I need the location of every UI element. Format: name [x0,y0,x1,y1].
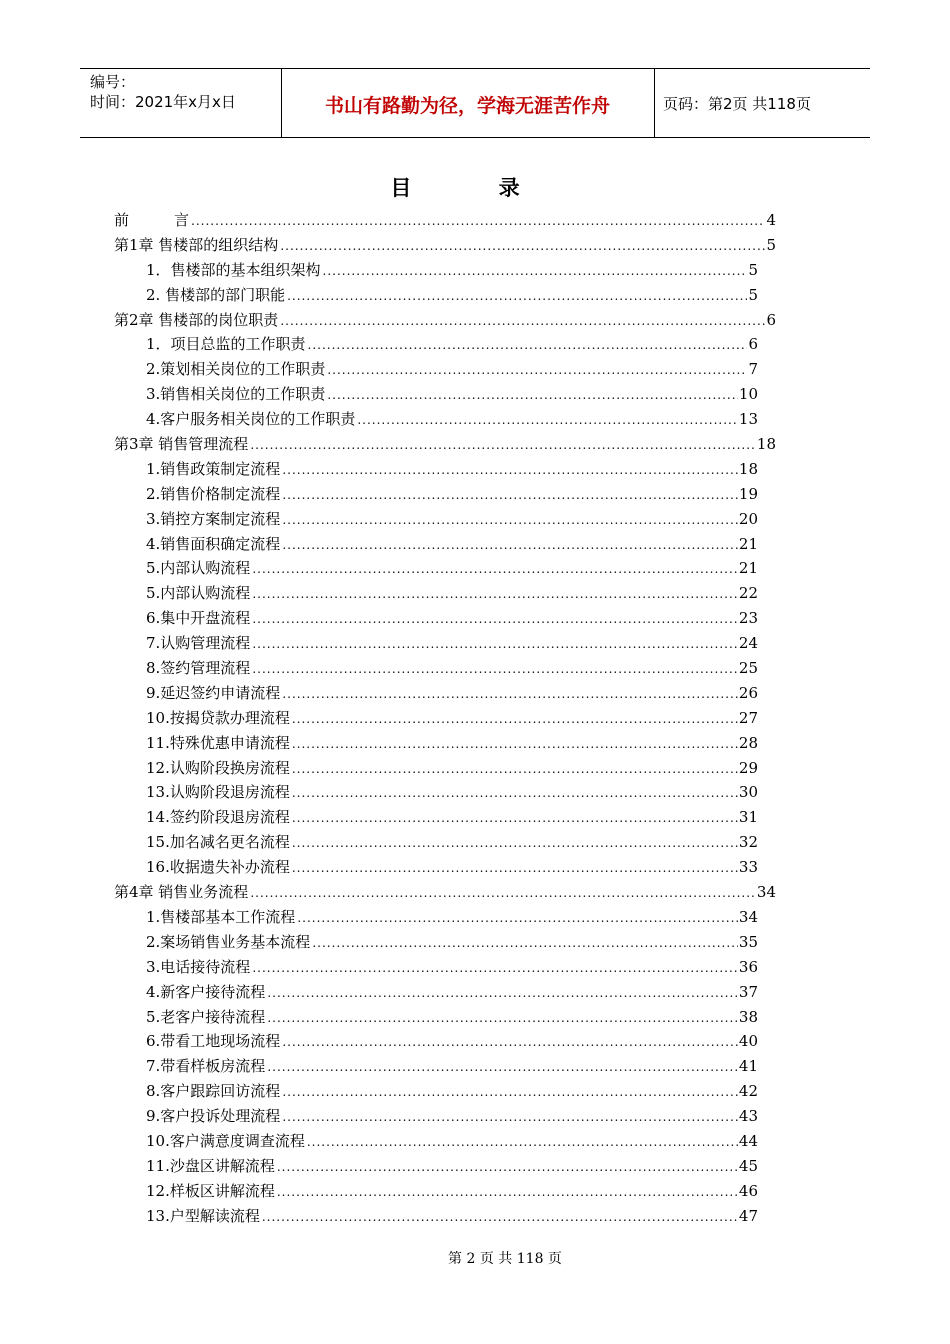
toc-entry-label: 1.销售政策制定流程 [146,459,281,478]
toc-entry-page: 18 [738,459,758,478]
toc-entry-page: 30 [738,783,758,802]
toc-entry-page: 5 [766,235,776,254]
toc-entry[interactable] [114,1130,776,1155]
toc-entry[interactable] [114,333,776,358]
toc-leader-dots [308,338,748,352]
toc-leader-dots [307,1135,738,1149]
toc-entry-page: 28 [738,733,758,752]
toc-entry-label: 15.加名减名更名流程 [146,833,290,852]
toc-entry-label: 6.集中开盘流程 [146,609,251,628]
toc-entry-page: 26 [738,683,758,702]
toc-leader-dots [267,1011,738,1025]
toc-entry-page: 34 [738,907,758,926]
toc-leader-dots [297,911,738,925]
toc-entry-label: 10.客户满意度调查流程 [146,1131,305,1150]
toc-entry[interactable] [114,806,776,831]
toc-entry-page: 29 [738,758,758,777]
toc-entry[interactable] [114,408,776,433]
toc-entry-label: 前 言 [114,211,190,229]
toc-entry[interactable] [114,1180,776,1205]
toc-entry-page: 13 [738,410,758,429]
toc-leader-dots [282,1085,738,1099]
toc-entry-page: 27 [738,708,758,727]
toc-leader-dots [280,239,765,253]
toc-entry-page: 6 [766,310,776,329]
toc-leader-dots [292,811,738,825]
toc-entry-page: 31 [738,808,758,827]
toc-entry[interactable] [114,557,776,582]
toc-entry-label: 1.售楼部基本工作流程 [146,907,296,926]
toc-entry-page: 36 [738,957,758,976]
toc-entry-label: 4.客户服务相关岗位的工作职责 [146,410,356,429]
toc-entry[interactable] [114,906,776,931]
toc-entry-label: 9.延迟签约申请流程 [146,683,281,702]
toc-entry-page: 6 [748,335,758,354]
toc-entry[interactable] [114,259,776,284]
toc-leader-dots [282,513,738,527]
toc-entry[interactable] [114,1055,776,1080]
toc-entry-page: 41 [738,1057,758,1076]
toc-entry-page: 46 [738,1181,758,1200]
toc-entry[interactable] [114,707,776,732]
page-header [80,68,870,138]
toc-leader-dots [280,314,765,328]
toc-entry-label: 6.带看工地现场流程 [146,1032,281,1051]
toc-entry-page: 5 [748,260,758,279]
toc-entry-page: 24 [738,634,758,653]
toc-entry[interactable] [114,657,776,682]
toc-entry[interactable] [114,1006,776,1031]
toc-entry-page: 21 [738,534,758,553]
toc-leader-dots [327,363,747,377]
toc-entry-label: 13.户型解读流程 [146,1206,260,1225]
toc-leader-dots [292,836,738,850]
toc-entry[interactable] [114,234,776,259]
table-of-contents [114,209,776,1230]
toc-entry-label: 16.收据遗失补办流程 [146,858,290,877]
header-motto: 书山有路勤为径，学海无涯苦作舟 [324,95,610,117]
toc-leader-dots [327,388,738,402]
toc-entry-label: 4.销售面积确定流程 [146,534,281,553]
toc-entry-label: 5.老客户接待流程 [146,1007,266,1026]
toc-entry-page: 10 [738,385,758,404]
toc-leader-dots [267,986,738,1000]
toc-entry[interactable] [114,458,776,483]
toc-entry[interactable] [114,757,776,782]
toc-entry[interactable] [114,1080,776,1105]
toc-entry-page: 35 [738,932,758,951]
toc-leader-dots [292,786,738,800]
toc-entry-label: 2. 售楼部的部门职能 [146,285,286,304]
toc-leader-dots [357,413,738,427]
toc-entry[interactable] [114,508,776,533]
toc-leader-dots [252,587,738,601]
toc-leader-dots [267,1060,738,1074]
toc-entry-page: 47 [738,1206,758,1225]
toc-entry[interactable] [114,831,776,856]
toc-entry[interactable] [114,383,776,408]
toc-entry[interactable] [114,309,776,334]
toc-entry[interactable] [114,956,776,981]
toc-entry-page: 5 [748,285,758,304]
toc-entry-page: 25 [738,659,758,678]
document-time: 时间：2021年x月x日 [90,93,236,111]
toc-entry-label: 7.认购管理流程 [146,634,251,653]
toc-leader-dots [282,488,738,502]
toc-entry-page: 43 [738,1107,758,1126]
toc-leader-dots [282,1035,738,1049]
toc-entry[interactable] [114,781,776,806]
toc-entry-page: 4 [766,211,776,229]
toc-leader-dots [252,662,738,676]
toc-entry[interactable] [114,209,776,234]
toc-leader-dots [282,1110,738,1124]
toc-entry[interactable] [114,1155,776,1180]
toc-entry-page: 44 [738,1131,758,1150]
toc-entry-label: 9.客户投诉处理流程 [146,1107,281,1126]
toc-leader-dots [252,961,738,975]
toc-entry[interactable] [114,1030,776,1055]
toc-leader-dots [252,612,738,626]
toc-leader-dots [277,1160,738,1174]
toc-entry[interactable] [114,483,776,508]
toc-entry-page: 45 [738,1156,758,1175]
toc-entry[interactable] [114,931,776,956]
toc-entry-label: 5.内部认购流程 [146,559,251,578]
toc-entry-label: 第3章 销售管理流程 [114,435,249,454]
toc-entry-label: 11.沙盘区讲解流程 [146,1156,275,1175]
toc-entry-label: 12.样板区讲解流程 [146,1181,275,1200]
toc-entry-page: 7 [748,360,758,379]
toc-entry-page: 32 [738,833,758,852]
toc-entry-page: 21 [738,559,758,578]
toc-entry-label: 11.特殊优惠申请流程 [146,733,290,752]
toc-entry-label: 2.销售价格制定流程 [146,484,281,503]
toc-entry-label: 2.案场销售业务基本流程 [146,932,311,951]
toc-leader-dots [250,886,756,900]
toc-entry-label: 12.认购阶段换房流程 [146,758,290,777]
toc-entry-page: 20 [738,509,758,528]
toc-entry-label: 3.电话接待流程 [146,957,251,976]
toc-leader-dots [282,687,738,701]
toc-entry-label: 4.新客户接待流程 [146,982,266,1001]
page-footer: 第 2 页 共 118 页 [448,1251,562,1267]
document-number: 编号： [90,73,136,91]
toc-leader-dots [323,264,748,278]
toc-entry-page: 18 [756,435,776,454]
toc-leader-dots [312,936,738,950]
toc-entry[interactable] [114,607,776,632]
toc-entry-label: 8.客户跟踪回访流程 [146,1082,281,1101]
toc-entry[interactable] [114,732,776,757]
toc-entry[interactable] [114,856,776,881]
toc-entry-label: 1．售楼部的基本组织架构 [146,260,321,279]
toc-entry[interactable] [114,433,776,458]
toc-entry-page: 42 [738,1082,758,1101]
toc-entry-page: 34 [756,883,776,902]
toc-entry[interactable] [114,1105,776,1130]
toc-entry-page: 23 [738,609,758,628]
toc-entry-label: 3.销售相关岗位的工作职责 [146,385,326,404]
toc-leader-dots [282,538,738,552]
toc-entry[interactable] [114,358,776,383]
toc-leader-dots [277,1185,738,1199]
toc-entry[interactable] [114,1205,776,1230]
toc-entry-label: 13.认购阶段退房流程 [146,783,290,802]
toc-entry-label: 第2章 售楼部的岗位职责 [114,310,279,329]
header-motto-cell [281,69,655,137]
toc-entry-label: 14.签约阶段退房流程 [146,808,290,827]
toc-entry-label: 3.销控方案制定流程 [146,509,281,528]
toc-entry-page: 19 [738,484,758,503]
toc-entry[interactable] [114,981,776,1006]
toc-title: 目 录 [390,176,560,200]
header-page-number: 页码：第2页 共118页 [663,95,811,113]
toc-entry-label: 10.按揭贷款办理流程 [146,708,290,727]
toc-leader-dots [262,1210,738,1224]
toc-leader-dots [292,861,738,875]
toc-entry-page: 40 [738,1032,758,1051]
toc-leader-dots [191,214,765,228]
toc-entry[interactable] [114,682,776,707]
toc-leader-dots [250,438,756,452]
toc-entry-label: 2.策划相关岗位的工作职责 [146,360,326,379]
toc-entry-label: 8.签约管理流程 [146,659,251,678]
toc-leader-dots [292,712,738,726]
toc-entry-page: 33 [738,858,758,877]
toc-leader-dots [252,637,738,651]
toc-entry[interactable] [114,284,776,309]
toc-leader-dots [287,289,747,303]
toc-leader-dots [252,562,738,576]
toc-entry-label: 7.带看样板房流程 [146,1057,266,1076]
header-left-cell [80,69,282,137]
toc-entry[interactable] [114,582,776,607]
toc-entry-label: 1．项目总监的工作职责 [146,335,306,354]
toc-entry-page: 22 [738,584,758,603]
toc-entry[interactable] [114,632,776,657]
toc-entry-label: 第1章 售楼部的组织结构 [114,235,279,254]
toc-entry-page: 38 [738,1007,758,1026]
toc-entry-label: 5.内部认购流程 [146,584,251,603]
toc-leader-dots [292,762,738,776]
toc-entry[interactable] [114,533,776,558]
toc-entry[interactable] [114,881,776,906]
toc-leader-dots [282,463,738,477]
header-right-cell [655,69,870,137]
toc-leader-dots [292,737,738,751]
toc-entry-label: 第4章 销售业务流程 [114,883,249,902]
toc-entry-page: 37 [738,982,758,1001]
